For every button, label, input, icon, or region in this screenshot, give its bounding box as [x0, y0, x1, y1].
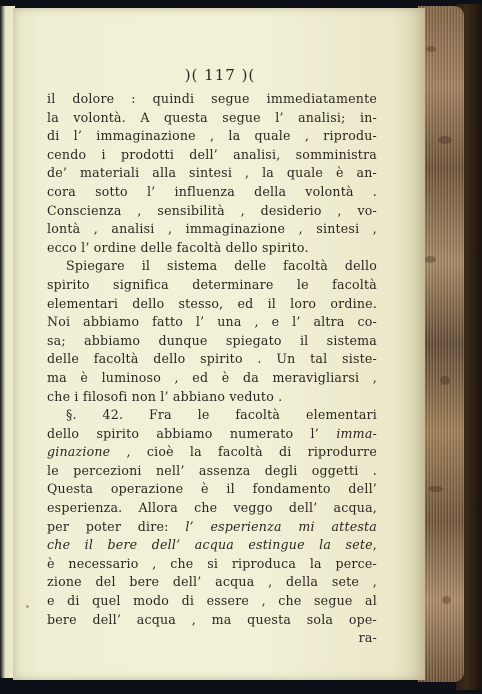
marble-spot: [440, 376, 450, 385]
text-line: e di quel modo di essere , che segue al: [47, 593, 377, 609]
text-line: ra-: [358, 630, 377, 646]
page-text-block: [47, 60, 377, 648]
text-line: elementari dello stesso, ed il loro ordine.: [47, 295, 377, 311]
text-line: Noi abbiamo fatto l’ una , e l’ altra co-: [47, 314, 377, 330]
text-line: che i filosofi non l’ abbiano veduto .: [47, 388, 283, 404]
ink-mark: [26, 605, 29, 608]
marble-spot: [428, 486, 443, 492]
text-line: il dolore : quindi segue immediatamente: [47, 91, 377, 106]
text-line: cendo i prodotti dell’ analisi, somministra: [47, 146, 377, 162]
text-line: sa; abbiamo dunque spiegato il sistema: [47, 332, 377, 348]
text-line: ginazione , cioè la facoltà di riprodurre: [47, 444, 377, 460]
text-line: cora sotto l’ influenza della volontà .: [47, 183, 377, 199]
text-line: Questa operazione è il fondamento dell’: [47, 481, 377, 497]
text-line: dello spirito abbiamo numerato l’ imma-: [47, 425, 377, 441]
text-lines: [47, 90, 377, 648]
text-line: ecco l’ ordine delle facoltà dello spirito.: [47, 239, 309, 255]
page-number-header: )( 117 )(: [184, 66, 256, 84]
text-line: bere dell’ acqua , ma questa sola ope-: [47, 611, 377, 627]
text-line: delle facoltà dello spirito . Un tal siste-: [47, 351, 377, 367]
text-line: lontà , analisi , immaginazione , sintesi ,: [47, 221, 377, 237]
marble-spot: [442, 596, 451, 604]
text-line: di l’ immaginazione , la quale , riprodu-: [47, 128, 377, 144]
text-line: che il bere dell’ acqua estingue la sete,: [47, 537, 377, 553]
text-line: de’ materiali alla sintesi , la quale è an-: [47, 165, 377, 181]
marble-spot: [426, 46, 436, 52]
text-line: spirito significa determinare le facoltà: [47, 276, 377, 292]
text-line: è necessario , che si riproduca la perce-: [47, 555, 377, 571]
text-line: per poter dire: l’ esperienza mi attesta: [47, 518, 377, 534]
text-line: §. 42. Fra le facoltà elementari: [66, 407, 377, 423]
text-line: Spiegare il sistema delle facoltà dello: [66, 258, 377, 274]
text-line: le percezioni nell’ assenza degli oggetti .: [47, 462, 377, 478]
text-line: la volontà. A questa segue l’ analisi; in-: [47, 109, 377, 125]
marble-spot: [424, 256, 436, 263]
text-line: zione del bere dell’ acqua , della sete ,: [47, 574, 377, 590]
marble-spot: [438, 136, 452, 144]
text-line: Conscienza , sensibilità , desiderio , vo-: [47, 202, 377, 218]
text-line: ma è luminoso , ed è da meravigliarsi ,: [47, 369, 377, 385]
text-line: esperienza. Allora che veggo dell’ acqua,: [47, 500, 377, 516]
